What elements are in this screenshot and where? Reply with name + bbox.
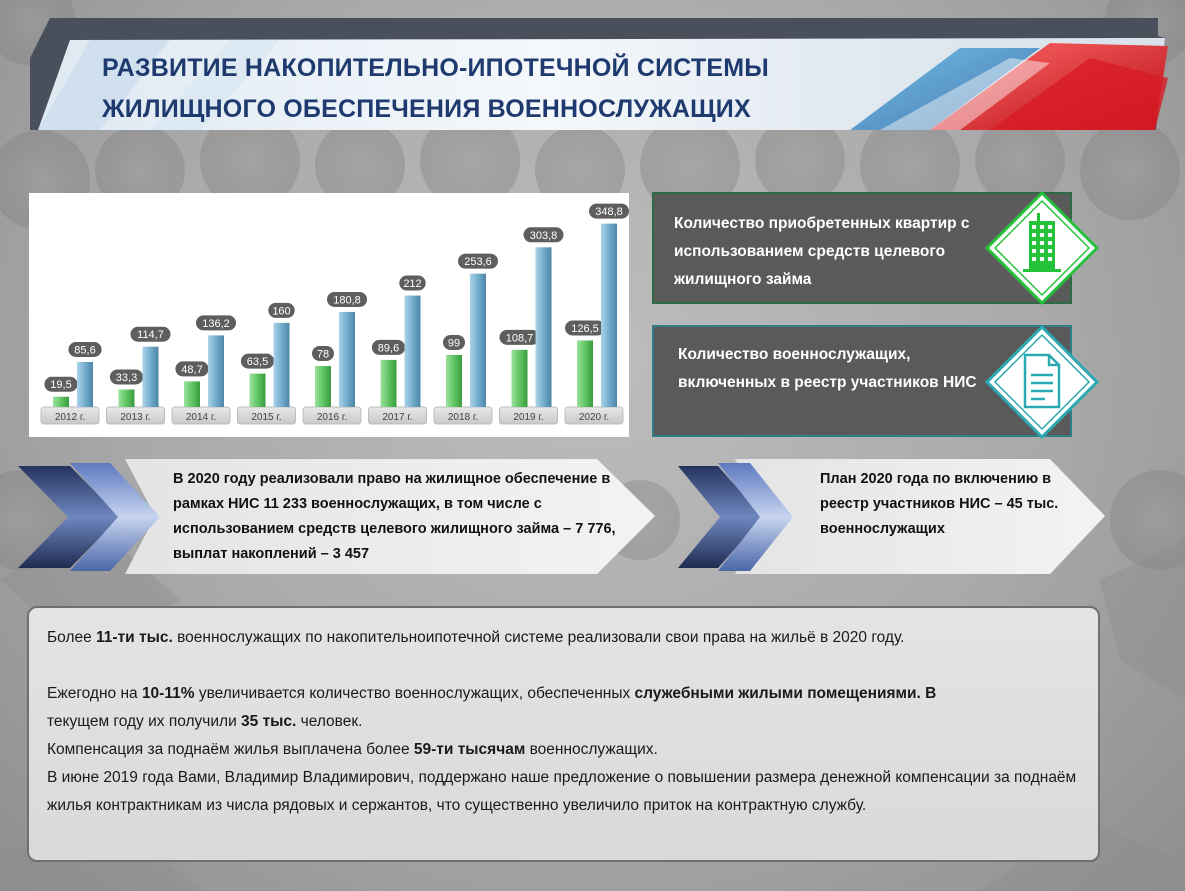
bar-apartments [53,397,69,407]
x-tick-label: 2015 г. [251,412,282,423]
bar-apartments [577,340,593,407]
data-label: 89,6 [377,342,400,355]
ribbon-left-text: В 2020 году реализовали право на жилищное обеспечение в рамках НИС 11 233 военнослужащих, в том числе с использованием средств целевого жилищного займа – 7 776, выплат накоплений – 3 457 [173,471,616,562]
x-tick-label: 2018 г. [447,412,479,423]
data-label: 136,2 [202,317,230,330]
data-label: 212 [403,278,422,291]
chevron-double-icon [18,461,178,573]
ribbon-right-text: План 2020 года по включению в реестр участников НИС – 45 тыс. военнослужащих [820,471,1059,537]
x-tick-label: 2014 г. [185,412,217,423]
summary-paragraph-4: В июне 2019 года Вами, Владимир Владимирович, поддержано наше предложение о повышении размера денежной компенсации за поднаём жилья контрактникам из числа рядовых и сержантов, что существенно увеличило приток на контрактную службу. [47,769,1077,814]
bar-apartments [250,374,266,407]
bar-registry [339,312,355,407]
data-label: 114,7 [137,329,164,342]
summary-text: текущем году их получили [47,713,242,730]
chevron-double-icon [678,461,798,573]
data-label: 348,8 [595,206,623,219]
summary-text: увеличивается количество военнослужащих, обеспеченных [194,685,635,702]
summary-box [27,606,1100,862]
summary-text: Более [47,629,97,646]
data-label: 19,5 [50,379,72,392]
bar-registry [77,362,93,407]
bar-apartments [315,366,331,407]
data-label: 63,5 [246,356,269,369]
data-label: 33,3 [115,371,138,384]
data-label: 253,6 [464,256,492,269]
data-label: 108,7 [505,332,534,345]
data-label: 126,5 [571,322,599,335]
x-tick-label: 2017 г. [382,412,413,423]
bar-apartments [381,360,397,407]
bar-chart [29,193,629,437]
summary-text: военнослужащих по накопительноипотечной системе реализовали свои права на жильё в 2020 году. [172,629,905,646]
bar-registry [536,247,552,407]
registry-card-text: Количество военнослужащих, включенных в реестр участников НИС [678,346,977,391]
summary-text: человек. [296,713,363,730]
data-label: 180,8 [333,294,361,307]
x-tick-label: 2020 г. [578,412,610,423]
bar-registry [143,347,159,407]
data-label: 48,7 [181,363,203,376]
data-label: 78 [316,348,330,361]
data-label: 160 [272,305,291,318]
x-tick-label: 2019 г. [513,412,544,423]
summary-text: военнослужащих. [525,741,658,758]
summary-paragraph-3 [47,736,1080,764]
summary-highlight: 59-ти тысячам [413,741,526,758]
bar-registry [274,323,290,407]
summary-highlight: служебными жилыми помещениями. В [634,685,937,702]
document-icon [985,325,1099,439]
bar-registry [470,274,486,407]
bar-registry [405,296,421,407]
bar-apartments [184,381,200,407]
x-tick-label: 2012 г. [54,412,86,423]
bar-apartments [446,355,462,407]
x-tick-label: 2013 г. [120,412,151,423]
bar-registry [601,224,617,407]
summary-text: Ежегодно на [47,685,142,702]
x-tick-label: 2016 г. [316,412,348,423]
bar-chart-panel [29,193,629,437]
page-title-line2: ЖИЛИЩНОГО ОБЕСПЕЧЕНИЯ ВОЕННОСЛУЖАЩИХ [102,95,751,123]
building-icon [985,191,1099,305]
apartments-card-text: Количество приобретенных квартир с использованием средств целевого жилищного займа [674,215,970,288]
data-label: 99 [447,337,461,350]
summary-paragraph-2 [47,680,1080,736]
bar-registry [208,335,224,407]
summary-highlight: 11-ти тыс. [96,629,173,646]
summary-highlight: 35 тыс. [241,713,297,730]
summary-paragraph-1 [47,624,1080,652]
page-title [102,48,862,130]
data-label: 303,8 [529,229,558,242]
summary-text: Компенсация за поднаём жилья выплачена более [47,741,414,758]
summary-highlight: 10-11% [141,685,195,702]
bar-apartments [512,350,528,407]
data-label: 85,6 [74,344,96,357]
bar-apartments [119,389,135,407]
page-title-line1: РАЗВИТИЕ НАКОПИТЕЛЬНО-ИПОТЕЧНОЙ СИСТЕМЫ [102,54,769,82]
